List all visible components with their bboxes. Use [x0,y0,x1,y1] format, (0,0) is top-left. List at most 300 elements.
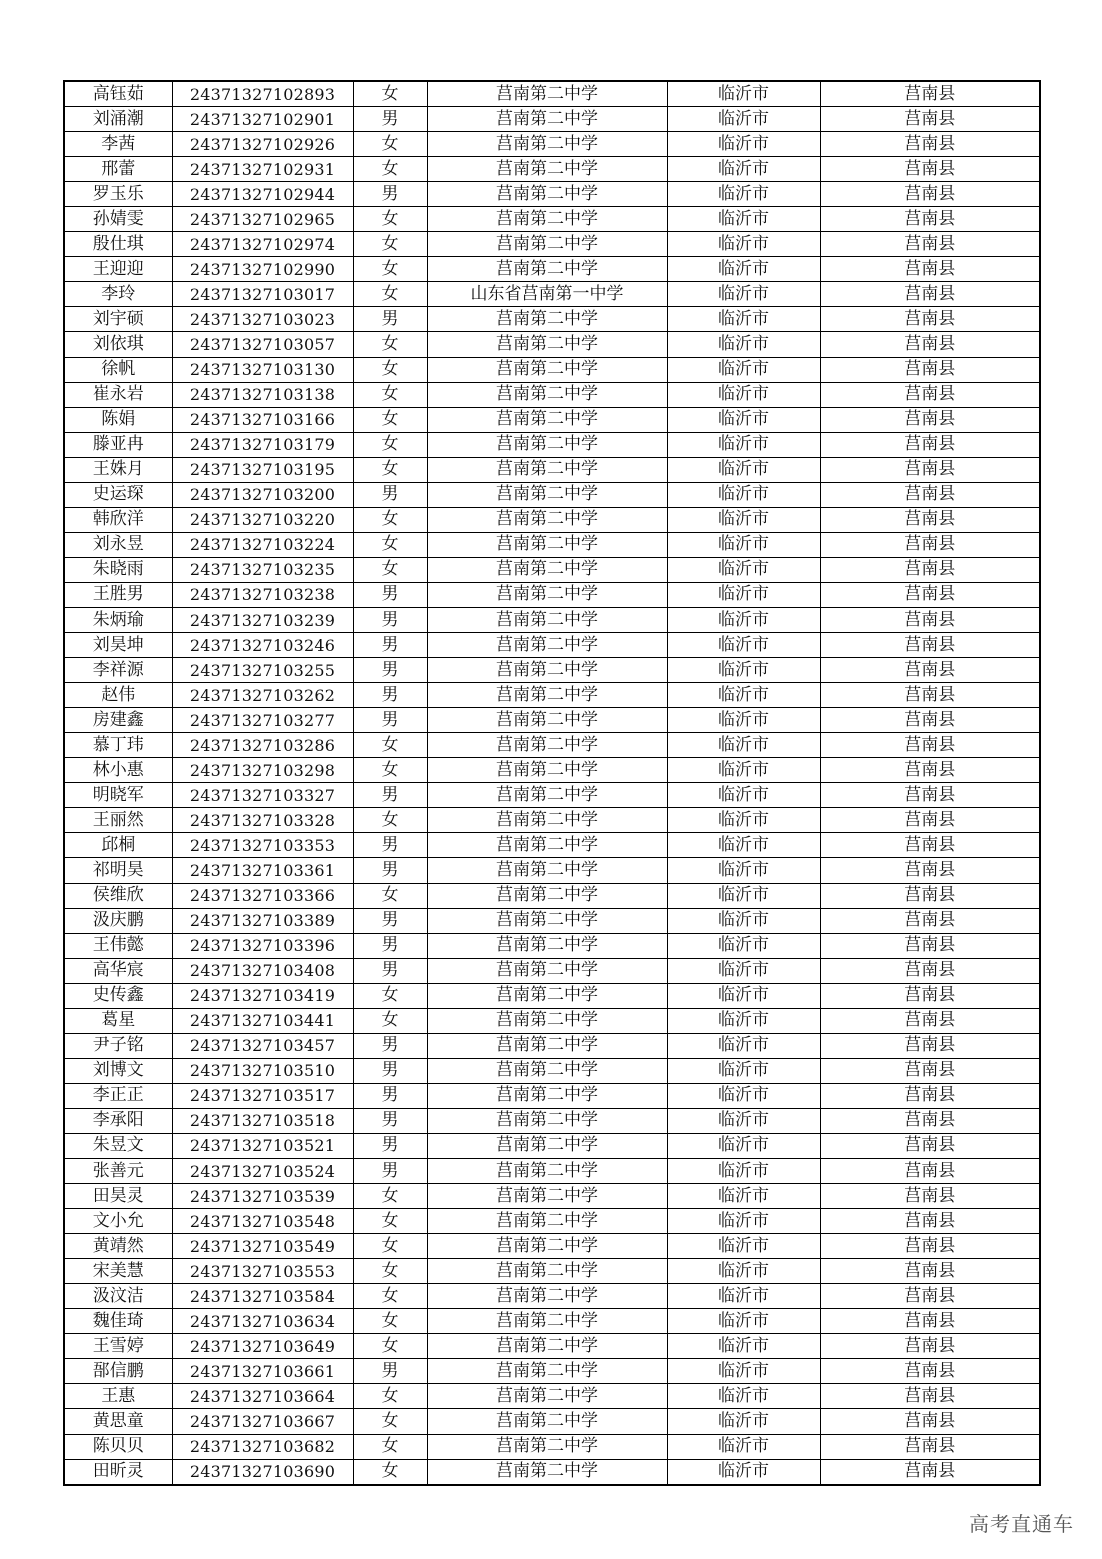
exam-number-cell: 24371327102974 [172,232,353,257]
city-cell: 临沂市 [667,282,820,307]
table-row [64,407,1040,432]
school-cell: 莒南第二中学 [427,658,667,683]
student-name-cell: 李茜 [64,132,172,157]
gender-cell: 女 [353,1309,427,1334]
county-cell: 莒南县 [820,1159,1040,1184]
city-cell: 临沂市 [667,207,820,232]
city-cell: 临沂市 [667,1209,820,1234]
city-cell: 临沂市 [667,432,820,457]
table-row [64,1159,1040,1184]
gender-cell: 男 [353,482,427,507]
student-name-cell: 王惠 [64,1384,172,1409]
school-cell: 莒南第二中学 [427,1083,667,1108]
table-row [64,207,1040,232]
exam-number-cell: 24371327103661 [172,1359,353,1384]
county-cell: 莒南县 [820,232,1040,257]
exam-number-cell: 24371327103277 [172,708,353,733]
table-row [64,357,1040,382]
table-row [64,733,1040,758]
school-cell: 莒南第二中学 [427,1008,667,1033]
school-cell: 莒南第二中学 [427,81,667,107]
student-name-cell: 慕丁玮 [64,733,172,758]
exam-number-cell: 24371327103327 [172,783,353,808]
county-cell: 莒南县 [820,808,1040,833]
exam-number-cell: 24371327103238 [172,582,353,607]
student-name-cell: 王胜男 [64,582,172,607]
county-cell: 莒南县 [820,432,1040,457]
gender-cell: 男 [353,933,427,958]
table-row [64,1008,1040,1033]
exam-number-cell: 24371327103057 [172,332,353,357]
student-name-cell: 孙婧雯 [64,207,172,232]
gender-cell: 女 [353,733,427,758]
student-name-cell: 李承阳 [64,1108,172,1133]
exam-number-cell: 24371327103690 [172,1459,353,1485]
gender-cell: 男 [353,658,427,683]
exam-number-cell: 24371327103539 [172,1184,353,1209]
table-row [64,1384,1040,1409]
table-row [64,257,1040,282]
city-cell: 临沂市 [667,1234,820,1259]
school-cell: 莒南第二中学 [427,1359,667,1384]
county-cell: 莒南县 [820,532,1040,557]
gender-cell: 女 [353,232,427,257]
city-cell: 临沂市 [667,983,820,1008]
city-cell: 临沂市 [667,1058,820,1083]
county-cell: 莒南县 [820,1459,1040,1485]
roster-table [63,80,1041,1486]
exam-number-cell: 24371327103634 [172,1309,353,1334]
gender-cell: 女 [353,407,427,432]
exam-number-cell: 24371327103389 [172,908,353,933]
exam-number-cell: 24371327103166 [172,407,353,432]
roster-body [64,81,1040,1485]
city-cell: 临沂市 [667,883,820,908]
student-name-cell: 葛星 [64,1008,172,1033]
county-cell: 莒南县 [820,81,1040,107]
table-row [64,432,1040,457]
city-cell: 临沂市 [667,858,820,883]
school-cell: 莒南第二中学 [427,1234,667,1259]
school-cell: 莒南第二中学 [427,1434,667,1459]
exam-number-cell: 24371327103396 [172,933,353,958]
county-cell: 莒南县 [820,1133,1040,1158]
county-cell: 莒南县 [820,1083,1040,1108]
exam-number-cell: 24371327103441 [172,1008,353,1033]
city-cell: 临沂市 [667,107,820,132]
table-row [64,532,1040,557]
school-cell: 莒南第二中学 [427,1209,667,1234]
city-cell: 临沂市 [667,257,820,282]
exam-number-cell: 24371327102944 [172,182,353,207]
exam-number-cell: 24371327103457 [172,1033,353,1058]
student-name-cell: 邢蕾 [64,157,172,182]
exam-number-cell: 24371327103667 [172,1409,353,1434]
table-row [64,683,1040,708]
county-cell: 莒南县 [820,582,1040,607]
exam-number-cell: 24371327103517 [172,1083,353,1108]
city-cell: 临沂市 [667,658,820,683]
student-name-cell: 赵伟 [64,683,172,708]
student-name-cell: 高华宸 [64,958,172,983]
school-cell: 莒南第二中学 [427,307,667,332]
city-cell: 临沂市 [667,758,820,783]
county-cell: 莒南县 [820,132,1040,157]
student-name-cell: 崔永岩 [64,382,172,407]
student-name-cell: 刘宇硕 [64,307,172,332]
school-cell: 莒南第二中学 [427,1058,667,1083]
school-cell: 莒南第二中学 [427,1284,667,1309]
exam-number-cell: 24371327103023 [172,307,353,332]
gender-cell: 女 [353,157,427,182]
table-row [64,1133,1040,1158]
table-row [64,983,1040,1008]
city-cell: 临沂市 [667,232,820,257]
student-name-cell: 宋美慧 [64,1259,172,1284]
county-cell: 莒南县 [820,1309,1040,1334]
city-cell: 临沂市 [667,81,820,107]
gender-cell: 男 [353,783,427,808]
school-cell: 莒南第二中学 [427,382,667,407]
county-cell: 莒南县 [820,357,1040,382]
student-name-cell: 明晓军 [64,783,172,808]
exam-number-cell: 24371327103200 [172,482,353,507]
city-cell: 临沂市 [667,557,820,582]
exam-number-cell: 24371327103549 [172,1234,353,1259]
student-name-cell: 王丽然 [64,808,172,833]
student-name-cell: 刘永昱 [64,532,172,557]
gender-cell: 男 [353,107,427,132]
city-cell: 临沂市 [667,457,820,482]
student-name-cell: 滕亚冉 [64,432,172,457]
table-row [64,1058,1040,1083]
school-cell: 莒南第二中学 [427,958,667,983]
city-cell: 临沂市 [667,1334,820,1359]
gender-cell: 女 [353,457,427,482]
table-row [64,1033,1040,1058]
county-cell: 莒南县 [820,1234,1040,1259]
exam-number-cell: 24371327103220 [172,507,353,532]
student-name-cell: 王伟懿 [64,933,172,958]
county-cell: 莒南县 [820,307,1040,332]
student-name-cell: 刘依琪 [64,332,172,357]
city-cell: 临沂市 [667,683,820,708]
gender-cell: 男 [353,1108,427,1133]
gender-cell: 男 [353,858,427,883]
gender-cell: 女 [353,81,427,107]
county-cell: 莒南县 [820,1058,1040,1083]
city-cell: 临沂市 [667,1008,820,1033]
gender-cell: 女 [353,532,427,557]
student-name-cell: 尹子铭 [64,1033,172,1058]
exam-number-cell: 24371327103353 [172,833,353,858]
county-cell: 莒南县 [820,607,1040,632]
gender-cell: 女 [353,883,427,908]
student-name-cell: 田昕灵 [64,1459,172,1485]
gender-cell: 男 [353,633,427,658]
gender-cell: 男 [353,683,427,708]
county-cell: 莒南县 [820,482,1040,507]
school-cell: 莒南第二中学 [427,232,667,257]
school-cell: 莒南第二中学 [427,758,667,783]
county-cell: 莒南县 [820,332,1040,357]
table-row [64,708,1040,733]
table-row [64,1234,1040,1259]
exam-number-cell: 24371327103262 [172,683,353,708]
county-cell: 莒南县 [820,858,1040,883]
exam-number-cell: 24371327103664 [172,1384,353,1409]
table-row [64,908,1040,933]
gender-cell: 男 [353,908,427,933]
school-cell: 莒南第二中学 [427,1459,667,1485]
student-name-cell: 李祥源 [64,658,172,683]
city-cell: 临沂市 [667,182,820,207]
city-cell: 临沂市 [667,582,820,607]
county-cell: 莒南县 [820,257,1040,282]
student-name-cell: 韩欣洋 [64,507,172,532]
city-cell: 临沂市 [667,833,820,858]
county-cell: 莒南县 [820,708,1040,733]
gender-cell: 女 [353,1459,427,1485]
school-cell: 莒南第二中学 [427,1259,667,1284]
school-cell: 莒南第二中学 [427,1409,667,1434]
city-cell: 临沂市 [667,1309,820,1334]
gender-cell: 女 [353,257,427,282]
gender-cell: 女 [353,1008,427,1033]
county-cell: 莒南县 [820,1359,1040,1384]
city-cell: 临沂市 [667,708,820,733]
exam-number-cell: 24371327103510 [172,1058,353,1083]
exam-number-cell: 24371327102990 [172,257,353,282]
table-row [64,933,1040,958]
student-name-cell: 邱桐 [64,833,172,858]
gender-cell: 女 [353,1234,427,1259]
student-name-cell: 汲庆鹏 [64,908,172,933]
table-row [64,958,1040,983]
table-row [64,1409,1040,1434]
gender-cell: 女 [353,1384,427,1409]
school-cell: 莒南第二中学 [427,557,667,582]
school-cell: 山东省莒南第一中学 [427,282,667,307]
student-name-cell: 黄思童 [64,1409,172,1434]
gender-cell: 女 [353,282,427,307]
county-cell: 莒南县 [820,683,1040,708]
county-cell: 莒南县 [820,1209,1040,1234]
student-name-cell: 房建鑫 [64,708,172,733]
gender-cell: 男 [353,708,427,733]
gender-cell: 女 [353,1259,427,1284]
gender-cell: 女 [353,332,427,357]
gender-cell: 男 [353,1083,427,1108]
gender-cell: 男 [353,1159,427,1184]
city-cell: 临沂市 [667,1133,820,1158]
school-cell: 莒南第二中学 [427,332,667,357]
student-name-cell: 陈贝贝 [64,1434,172,1459]
city-cell: 临沂市 [667,1459,820,1485]
exam-number-cell: 24371327103366 [172,883,353,908]
gender-cell: 男 [353,307,427,332]
exam-number-cell: 24371327103553 [172,1259,353,1284]
city-cell: 临沂市 [667,132,820,157]
exam-number-cell: 24371327103138 [172,382,353,407]
table-row [64,232,1040,257]
exam-number-cell: 24371327102893 [172,81,353,107]
table-row [64,107,1040,132]
gender-cell: 女 [353,132,427,157]
student-name-cell: 史传鑫 [64,983,172,1008]
exam-number-cell: 24371327103524 [172,1159,353,1184]
county-cell: 莒南县 [820,507,1040,532]
county-cell: 莒南县 [820,1108,1040,1133]
city-cell: 临沂市 [667,607,820,632]
county-cell: 莒南县 [820,758,1040,783]
gender-cell: 男 [353,182,427,207]
table-row [64,633,1040,658]
table-row [64,1334,1040,1359]
county-cell: 莒南县 [820,1259,1040,1284]
school-cell: 莒南第二中学 [427,783,667,808]
city-cell: 临沂市 [667,332,820,357]
student-name-cell: 史运琛 [64,482,172,507]
county-cell: 莒南县 [820,658,1040,683]
school-cell: 莒南第二中学 [427,482,667,507]
student-name-cell: 陈娟 [64,407,172,432]
exam-number-cell: 24371327103682 [172,1434,353,1459]
school-cell: 莒南第二中学 [427,132,667,157]
table-row [64,1083,1040,1108]
county-cell: 莒南县 [820,783,1040,808]
exam-number-cell: 24371327103195 [172,457,353,482]
student-name-cell: 魏佳琦 [64,1309,172,1334]
city-cell: 临沂市 [667,1359,820,1384]
school-cell: 莒南第二中学 [427,808,667,833]
city-cell: 临沂市 [667,382,820,407]
gender-cell: 女 [353,1209,427,1234]
school-cell: 莒南第二中学 [427,708,667,733]
student-name-cell: 朱晓雨 [64,557,172,582]
school-cell: 莒南第二中学 [427,457,667,482]
county-cell: 莒南县 [820,107,1040,132]
exam-number-cell: 24371327103408 [172,958,353,983]
gender-cell: 女 [353,1284,427,1309]
gender-cell: 女 [353,357,427,382]
table-row [64,758,1040,783]
city-cell: 临沂市 [667,1108,820,1133]
county-cell: 莒南县 [820,1033,1040,1058]
exam-number-cell: 24371327103298 [172,758,353,783]
table-row [64,382,1040,407]
student-name-cell: 王姝月 [64,457,172,482]
school-cell: 莒南第二中学 [427,983,667,1008]
table-row [64,457,1040,482]
county-cell: 莒南县 [820,833,1040,858]
school-cell: 莒南第二中学 [427,933,667,958]
table-row [64,658,1040,683]
school-cell: 莒南第二中学 [427,257,667,282]
student-name-cell: 文小允 [64,1209,172,1234]
school-cell: 莒南第二中学 [427,1184,667,1209]
table-row [64,783,1040,808]
gender-cell: 女 [353,808,427,833]
school-cell: 莒南第二中学 [427,157,667,182]
city-cell: 临沂市 [667,808,820,833]
table-row [64,1459,1040,1485]
county-cell: 莒南县 [820,282,1040,307]
city-cell: 临沂市 [667,1259,820,1284]
gender-cell: 女 [353,1334,427,1359]
exam-number-cell: 24371327102901 [172,107,353,132]
exam-number-cell: 24371327103328 [172,808,353,833]
gender-cell: 男 [353,607,427,632]
table-row [64,808,1040,833]
student-name-cell: 罗玉乐 [64,182,172,207]
school-cell: 莒南第二中学 [427,683,667,708]
school-cell: 莒南第二中学 [427,1133,667,1158]
county-cell: 莒南县 [820,382,1040,407]
gender-cell: 男 [353,1133,427,1158]
table-row [64,1434,1040,1459]
exam-number-cell: 24371327102965 [172,207,353,232]
exam-number-cell: 24371327103286 [172,733,353,758]
student-name-cell: 王雪婷 [64,1334,172,1359]
school-cell: 莒南第二中学 [427,532,667,557]
gender-cell: 男 [353,833,427,858]
school-cell: 莒南第二中学 [427,407,667,432]
table-row [64,482,1040,507]
exam-number-cell: 24371327103518 [172,1108,353,1133]
table-row [64,858,1040,883]
student-name-cell: 黄靖然 [64,1234,172,1259]
table-row [64,1184,1040,1209]
exam-number-cell: 24371327102926 [172,132,353,157]
exam-number-cell: 24371327103649 [172,1334,353,1359]
gender-cell: 女 [353,758,427,783]
gender-cell: 女 [353,507,427,532]
county-cell: 莒南县 [820,933,1040,958]
table-row [64,132,1040,157]
school-cell: 莒南第二中学 [427,633,667,658]
table-row [64,332,1040,357]
table-row [64,833,1040,858]
county-cell: 莒南县 [820,633,1040,658]
county-cell: 莒南县 [820,182,1040,207]
county-cell: 莒南县 [820,883,1040,908]
student-name-cell: 田昊灵 [64,1184,172,1209]
school-cell: 莒南第二中学 [427,1159,667,1184]
county-cell: 莒南县 [820,1434,1040,1459]
student-name-cell: 刘昊坤 [64,633,172,658]
table-row [64,1209,1040,1234]
school-cell: 莒南第二中学 [427,357,667,382]
city-cell: 临沂市 [667,733,820,758]
county-cell: 莒南县 [820,1184,1040,1209]
table-row [64,182,1040,207]
school-cell: 莒南第二中学 [427,582,667,607]
table-row [64,582,1040,607]
table-row [64,282,1040,307]
city-cell: 临沂市 [667,482,820,507]
school-cell: 莒南第二中学 [427,858,667,883]
gender-cell: 女 [353,207,427,232]
exam-number-cell: 24371327103548 [172,1209,353,1234]
gender-cell: 女 [353,557,427,582]
city-cell: 临沂市 [667,933,820,958]
county-cell: 莒南县 [820,733,1040,758]
county-cell: 莒南县 [820,1384,1040,1409]
city-cell: 临沂市 [667,157,820,182]
student-name-cell: 李玲 [64,282,172,307]
school-cell: 莒南第二中学 [427,883,667,908]
